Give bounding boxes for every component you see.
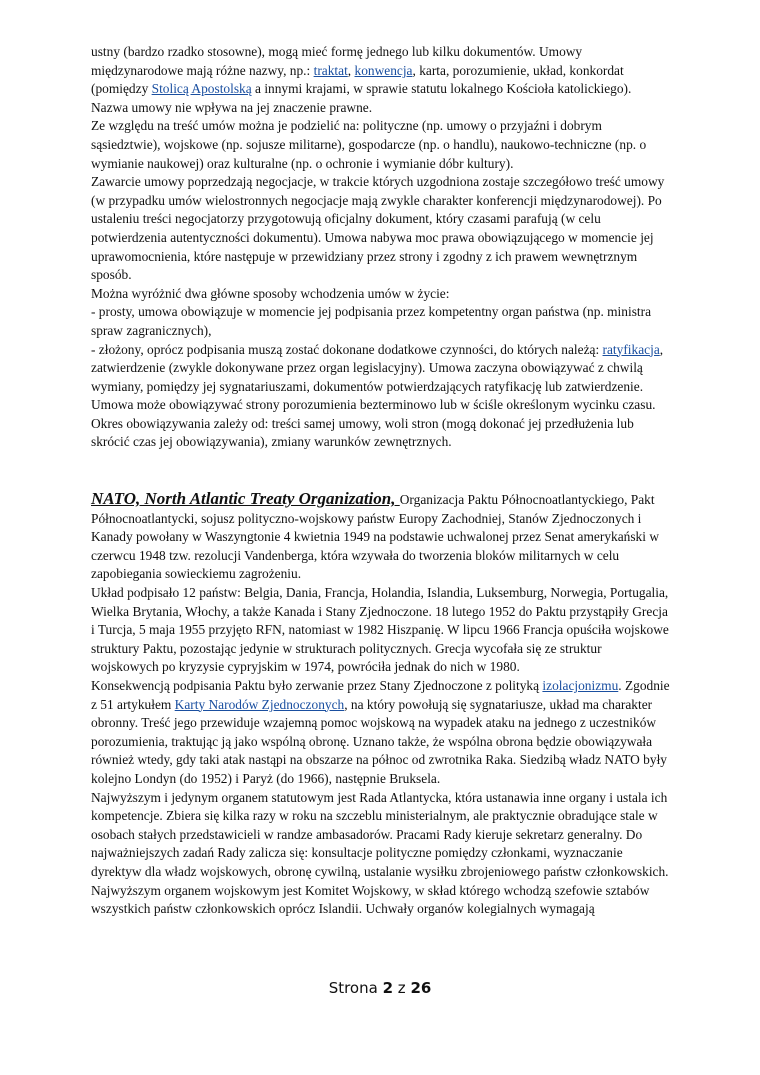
current-page: 2 (382, 979, 394, 997)
page-number-footer (0, 979, 760, 997)
text: , (347, 62, 355, 78)
paragraph (91, 43, 671, 117)
link-izolacjonizm[interactable]: izolacjonizmu (542, 678, 619, 693)
link-karta-narodow-zjednoczonych[interactable]: Karty Narodów Zjednoczonych (174, 696, 345, 712)
paragraph: Można wyróżnić dwa główne sposoby wchodzenia umów w życie: (91, 285, 450, 301)
text: . Zgodnie z 51 artykułem (91, 678, 670, 712)
link-traktat[interactable]: traktat (313, 62, 348, 78)
text: Konsekwencją podpisania Paktu było zerwanie przez Stany Zjednoczone z polityką (91, 678, 543, 693)
paragraph: Układ podpisało 12 państw: Belgia, Dania, Francja, Holandia, Islandia, Luksemburg, Norwegia, Portugalia, Wielka Brytania, Włochy, a także Kanada i Stany Zjednoczone. 18 lutego 1952 do Paktu przystąpiły Grecja i Turcja, 5 maja 1955 przyjęto RFN, natomiast w 1982 Hiszpanię. W lipcu 1966 Francja opuściła wojskowe struktury Paktu, pozostając jedynie w strukturach politycznych. Grecja wycofała się ze struktur wojskowych po kryzysie cypryjskim w 1974, powróciła jednak do nich w 1980. (91, 585, 669, 675)
paragraph: Najwyższym i jedynym organem statutowym jest Rada Atlantycka, która ustanawia inne organy i ustala ich kompetencje. Zbiera się kilka razy w roku na szczeblu ministerialnym, ale praktycznie obradujące stale w osobach stałych przedstawicieli w randze ambasadorów. Pracami Rady kieruje sekretarz generalny. Do najważniejszych zadań Rady zalicza się: konsultacje polityczne pomiędzy członkami, wyznaczanie dyrektyw dla władz wojskowych, obronę cywilną, ustalanie wysiłku zbrojeniowego państw członkowskich. (91, 789, 669, 879)
link-stolica-apostolska[interactable]: Stolicą Apostolską (151, 81, 252, 97)
paragraph: Zawarcie umowy poprzedzają negocjacje, w trakcie których uzgodniona zostaje szczegółowo treść umowy (w przypadku umów wielostronnych negocjacje mają zwykle charakter konferencji międzynarodowej). Po ustaleniu treści negocjatorzy przygotowują oficjalny dokument, który czasami parafują (w celu potwierdzenia autentyczności dokumentu). Umowa nabywa moc prawa obowiązującego w momencie jej uprawomocnienia, które następuje w przewidziany przez strony i zgodny z ich prawem wewnętrznym sposób. (91, 174, 665, 283)
text: , zatwierdzenie (zwykle dokonywane przez organ legislacyjny). Umowa zaczyna obowiązywać z chwilą wymiany, pomiędzy jej sygnatariuszami, dokumentów potwierdzających ratyfikację lub zatwierdzenie. (91, 341, 664, 394)
footer-separator: z (393, 979, 411, 997)
paragraph (91, 341, 671, 397)
text: - złożony, oprócz podpisania muszą zostać dokonane dodatkowe czynności, do których należą: (91, 341, 603, 357)
paragraph: Najwyższym organem wojskowym jest Komitet Wojskowy, w skład którego wchodzą szefowie sztabów wszystkich państw członkowskich oprócz Islandii. Uchwały organów kolegialnych wymagają (91, 882, 650, 917)
section-gap (91, 452, 671, 490)
paragraph (91, 677, 671, 789)
text: ustny (bardzo rzadko stosowne), mogą mieć formę jednego lub kilku dokumentów. Umowy międzynarodowe mają różne nazwy, np.: (91, 44, 583, 78)
paragraph: Ze względu na treść umów można je podzielić na: polityczne (np. umowy o przyjaźni i dobrym sąsiedztwie), wojskowe (np. sojusze militarne), gospodarcze (np. o handlu), naukowo-techniczne (np. o wymianie naukowej) oraz kulturalne (np. o ochronie i wymianie dóbr kultury). (91, 118, 647, 171)
document-page (91, 43, 671, 919)
link-ratyfikacja[interactable]: ratyfikacja (602, 341, 660, 357)
total-pages: 26 (410, 979, 432, 997)
paragraph: - prosty, umowa obowiązuje w momencie jej podpisania przez kompetentny organ państwa (np. ministra spraw zagranicznych), (91, 304, 652, 338)
text: , na który powołują się sygnatariusze, układ ma charakter obronny. Treść jego przewiduje wzajemną pomoc wojskową na wypadek ataku na jednego z uczestników porozumienia, traktując ją jako wspólną obronę. Uznano także, że wspólna obrona będzie obowiązywała również wtedy, gdy taki atak nastąpi na obszarze na północ od zwrotnika Raka. Siedzibą władz NATO były kolejno Londyn (do 1952) i Paryż (do 1966), następnie Bruksela. (91, 696, 667, 786)
text: , karta, porozumienie, układ, konkordat (pomiędzy (91, 62, 624, 97)
link-konwencja[interactable]: konwencja (354, 62, 413, 78)
footer-label: Strona (328, 979, 383, 997)
paragraph: Umowa może obowiązywać strony porozumienia bezterminowo lub w ściśle określonym wycinku czasu. Okres obowiązywania zależy od: treści samej umowy, woli stron (mogą dokonać jej przedłużenia lub skrócić czas jej obowiązywania), zmiany warunków zewnętrznych. (91, 397, 656, 450)
text: Organizacja Paktu Północnoatlantyckiego, Pakt Północnoatlantycki, sojusz polityczno-wojskowy państw Europy Zachodniej, Stanów Zjednoczonych i Kanady powołany w Waszyngtonie 4 kwietnia 1949 na podstawie uchwalonej przez Senat amerykański w czerwcu 1948 tzw. rezolucji Vandenberga, która wzywała do tworzenia bloków militarnych w celu zapobiegania sowieckiemu zagrożeniu. (91, 492, 659, 582)
text: a innymi krajami, w sprawie statutu lokalnego Kościoła katolickiego). Nazwa umowy nie wpływa na jej znaczenie prawne. (91, 81, 632, 115)
paragraph (91, 490, 671, 584)
section-heading: NATO, North Atlantic Treaty Organization, (91, 489, 400, 509)
